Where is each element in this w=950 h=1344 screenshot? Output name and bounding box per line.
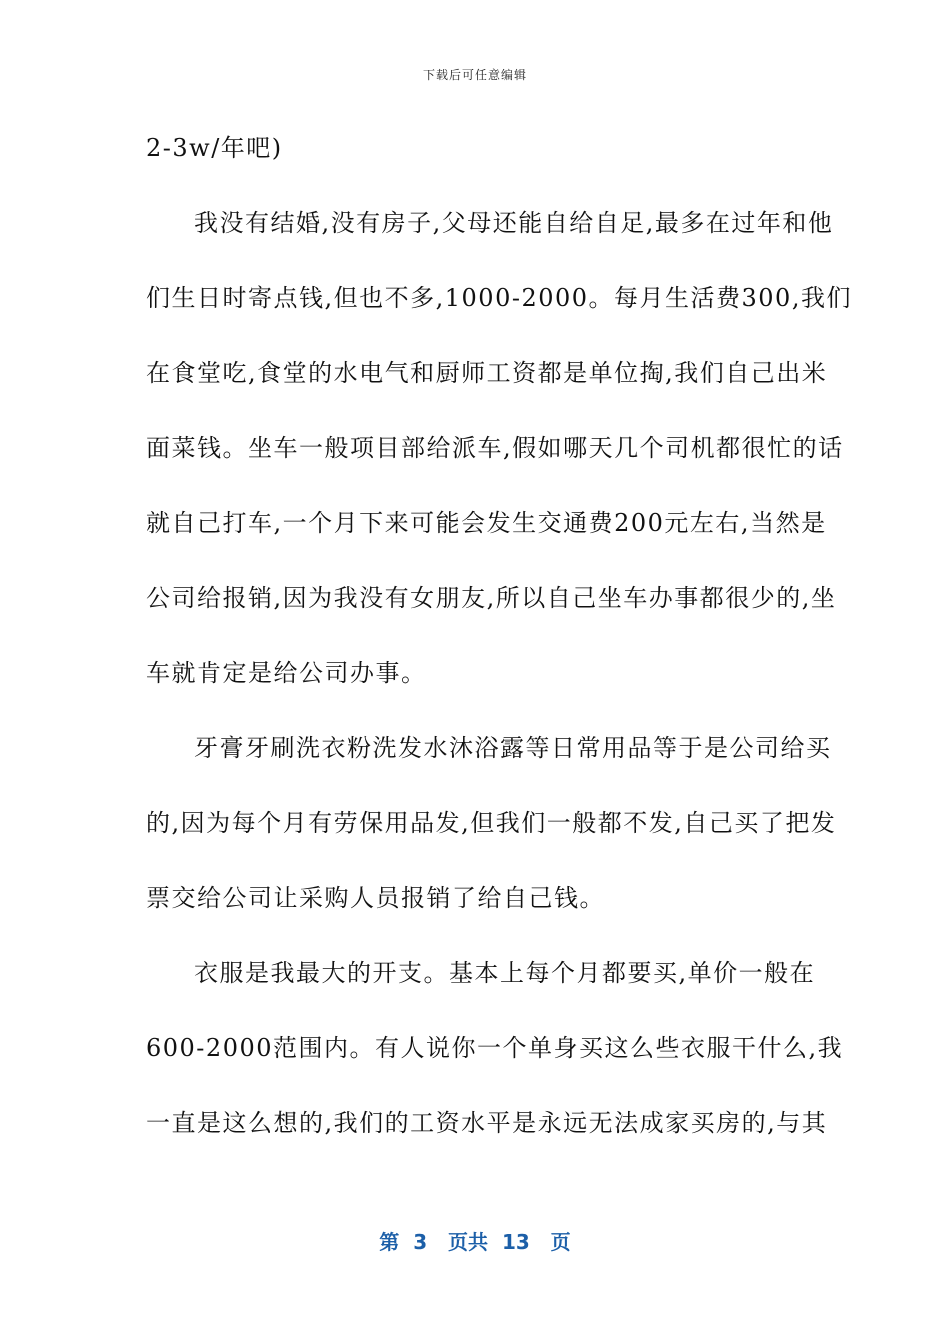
text-line: 面菜钱。坐车一般项目部给派车,假如哪天几个司机都很忙的话	[146, 434, 844, 462]
text-line: 2-3w/年吧)	[146, 134, 283, 162]
text-line: 在食堂吃,食堂的水电气和厨师工资都是单位掏,我们自己出米	[146, 359, 828, 387]
header-note: 下载后可任意编辑	[422, 68, 527, 82]
text-line: 公司给报销,因为我没有女朋友,所以自己坐车办事都很少的,坐	[146, 584, 837, 612]
text-line: 们生日时寄点钱,但也不多,1000-2000。每月生活费300,我们	[146, 284, 852, 312]
text-line: 就自己打车,一个月下来可能会发生交通费200元左右,当然是	[146, 509, 827, 537]
text-line: 车就肯定是给公司办事。	[146, 659, 427, 687]
text-line: 票交给公司让采购人员报销了给自己钱。	[146, 884, 605, 912]
text-line: 600-2000范围内。有人说你一个单身买这么些衣服干什么,我	[146, 1034, 844, 1062]
page-number-footer: 第 3 页共 13 页	[379, 1230, 571, 1254]
text-line: 的,因为每个月有劳保用品发,但我们一般都不发,自己买了把发	[146, 809, 837, 837]
document-body	[146, 124, 852, 1174]
text-line: 衣服是我最大的开支。基本上每个月都要买,单价一般在	[194, 959, 816, 987]
text-line: 我没有结婚,没有房子,父母还能自给自足,最多在过年和他	[194, 209, 834, 237]
text-line: 一直是这么想的,我们的工资水平是永远无法成家买房的,与其	[146, 1109, 828, 1137]
text-line: 牙膏牙刷洗衣粉洗发水沐浴露等日常用品等于是公司给买	[194, 734, 832, 762]
